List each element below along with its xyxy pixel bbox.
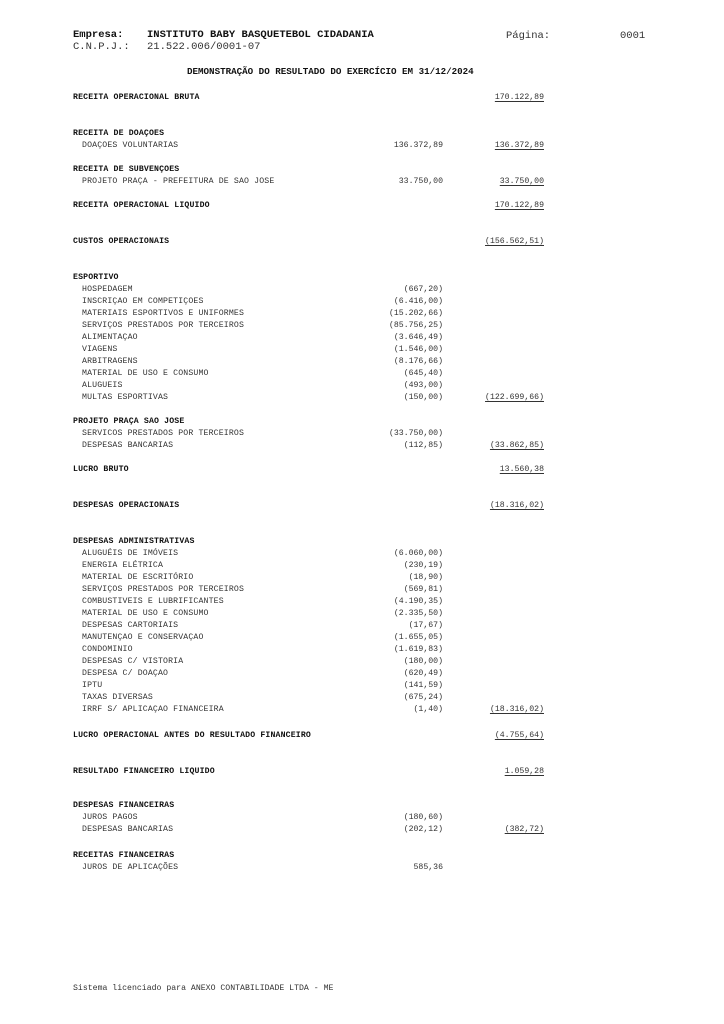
item-value: (141,59) [403, 681, 443, 690]
item-label: MATERIAIS ESPORTIVOS E UNIFORMES [82, 309, 245, 318]
line-item-row [0, 332, 724, 344]
item-value: (8.176,66) [393, 357, 443, 366]
item-value: (569,81) [403, 585, 443, 594]
item-value: (202,12) [403, 825, 443, 834]
total-value: 170.122,89 [494, 93, 544, 102]
item-label: MULTAS ESPORTIVAS [82, 393, 169, 402]
item-value: (85.756,25) [388, 321, 443, 330]
item-value: (620,49) [403, 669, 443, 678]
line-item-row [0, 704, 724, 716]
item-label: DESPESAS C/ VISTORIA [82, 657, 184, 666]
item-label: CONDOMINIO [82, 645, 133, 654]
item-label: DESPESA C/ DOAÇAO [82, 669, 169, 678]
item-value: (6.060,00) [393, 549, 443, 558]
item-value: (645,40) [403, 369, 443, 378]
line-item-row [0, 692, 724, 704]
line-item-row [0, 440, 724, 452]
total-value: (33.862,85) [489, 441, 544, 450]
line-item-row [0, 380, 724, 392]
line-item-row [0, 320, 724, 332]
line-item-row [0, 632, 724, 644]
item-value: 585,36 [413, 863, 443, 872]
section-row [0, 800, 724, 812]
section-label: DESPESAS ADMINISTRATIVAS [73, 537, 195, 546]
item-value: (230,19) [403, 561, 443, 570]
section-label: PROJETO PRAÇA SAO JOSE [73, 417, 185, 426]
line-item-row [0, 176, 724, 188]
total-value: (382,72) [504, 825, 544, 834]
section-row [0, 164, 724, 176]
section-row [0, 236, 724, 248]
total-value: (4.755,64) [494, 731, 544, 740]
section-label: RECEITAS FINANCEIRAS [73, 851, 175, 860]
item-label: ARBITRAGENS [82, 357, 138, 366]
total-value: 170.122,89 [494, 201, 544, 210]
total-value: 136.372,89 [494, 141, 544, 150]
section-label: RECEITA DE DOAÇOES [73, 129, 165, 138]
item-label: VIAGENS [82, 345, 118, 354]
section-label: LUCRO OPERACIONAL ANTES DO RESULTADO FINANCEIRO [73, 731, 311, 740]
page-number: 0001 [620, 30, 646, 42]
item-value: (2.335,50) [393, 609, 443, 618]
line-item-row [0, 824, 724, 836]
section-row [0, 500, 724, 512]
item-value: (17,67) [408, 621, 443, 630]
line-item-row [0, 140, 724, 152]
section-label: CUSTOS OPERACIONAIS [73, 237, 170, 246]
section-label: RECEITA DE SUBVENÇOES [73, 165, 180, 174]
item-value: 136.372,89 [393, 141, 443, 150]
line-item-row [0, 392, 724, 404]
item-value: (1.546,00) [393, 345, 443, 354]
empresa-name: INSTITUTO BABY BASQUETEBOL CIDADANIA [147, 29, 374, 41]
item-value: (18,90) [408, 573, 443, 582]
section-label: LUCRO BRUTO [73, 465, 129, 474]
section-row [0, 200, 724, 212]
item-value: (1,40) [413, 705, 443, 714]
item-value: (1.655,05) [393, 633, 443, 642]
section-label: DESPESAS FINANCEIRAS [73, 801, 175, 810]
item-value: (1.619,83) [393, 645, 443, 654]
item-value: (3.646,49) [393, 333, 443, 342]
item-label: MATERIAL DE USO E CONSUMO [82, 609, 209, 618]
item-label: ALUGUEIS [82, 381, 123, 390]
item-value: (6.416,00) [393, 297, 443, 306]
license-footer: Sistema licenciado para ANEXO CONTABILIDADE LTDA - ME [73, 984, 334, 993]
item-value: (150,00) [403, 393, 443, 402]
item-value: (112,85) [403, 441, 443, 450]
item-label: JUROS DE APLICAÇÕES [82, 863, 179, 872]
section-label: DESPESAS OPERACIONAIS [73, 501, 180, 510]
section-row [0, 536, 724, 548]
line-item-row [0, 560, 724, 572]
total-value: 1.059,28 [504, 767, 544, 776]
item-label: SERVIÇOS PRESTADOS POR TERCEIROS [82, 321, 245, 330]
line-item-row [0, 812, 724, 824]
line-item-row [0, 428, 724, 440]
total-value: (18.316,02) [489, 705, 544, 714]
item-label: MANUTENÇAO E CONSERVAÇAO [82, 633, 204, 642]
item-value: (15.202,66) [388, 309, 443, 318]
line-item-row [0, 644, 724, 656]
section-row [0, 272, 724, 284]
item-value: (33.750,00) [388, 429, 443, 438]
line-item-row [0, 572, 724, 584]
item-label: DESPESAS CARTORIAIS [82, 621, 179, 630]
item-value: (675,24) [403, 693, 443, 702]
item-label: PROJETO PRAÇA - PREFEITURA DE SAO JOSE [82, 177, 275, 186]
item-label: MATERIAL DE ESCRITÓRIO [82, 573, 194, 582]
item-label: JUROS PAGOS [82, 813, 138, 822]
line-item-row [0, 608, 724, 620]
item-label: DESPESAS BANCARIAS [82, 441, 174, 450]
section-row [0, 850, 724, 862]
item-label: INSCRIÇAO EM COMPETIÇOES [82, 297, 204, 306]
item-label: IRRF S/ APLICAÇAO FINANCEIRA [82, 705, 224, 714]
item-label: ALIMENTAÇAO [82, 333, 138, 342]
section-row [0, 766, 724, 778]
line-item-row [0, 668, 724, 680]
item-label: ALUGUÉIS DE IMÓVEIS [82, 549, 179, 558]
line-item-row [0, 548, 724, 560]
item-label: IPTU [82, 681, 103, 690]
line-item-row [0, 308, 724, 320]
line-item-row [0, 620, 724, 632]
line-item-row [0, 584, 724, 596]
line-item-row [0, 368, 724, 380]
item-label: HOSPEDAGEM [82, 285, 133, 294]
empresa-label: Empresa: [73, 29, 124, 41]
page-label: Página: [506, 30, 551, 42]
section-row [0, 128, 724, 140]
line-item-row [0, 356, 724, 368]
total-value: 33.750,00 [499, 177, 544, 186]
item-label: TAXAS DIVERSAS [82, 693, 153, 702]
item-value: (4.190,35) [393, 597, 443, 606]
item-value: (180,60) [403, 813, 443, 822]
section-label: RESULTADO FINANCEIRO LIQUIDO [73, 767, 215, 776]
item-label: ENERGIA ELÉTRICA [82, 561, 164, 570]
item-label: DESPESAS BANCARIAS [82, 825, 174, 834]
item-value: (180,00) [403, 657, 443, 666]
item-value: (667,20) [403, 285, 443, 294]
line-item-row [0, 284, 724, 296]
section-label: ESPORTIVO [73, 273, 119, 282]
section-label: RECEITA OPERACIONAL LIQUIDO [73, 201, 210, 210]
line-item-row [0, 596, 724, 608]
section-row [0, 730, 724, 742]
line-item-row [0, 656, 724, 668]
total-value: (122.699,66) [485, 393, 544, 402]
cnpj-value: 21.522.006/0001-07 [147, 41, 261, 53]
item-value: (493,00) [403, 381, 443, 390]
item-value: 33.750,00 [398, 177, 443, 186]
total-value: 13.560,38 [499, 465, 544, 474]
line-item-row [0, 296, 724, 308]
item-label: SERVIÇOS PRESTADOS POR TERCEIROS [82, 585, 245, 594]
total-value: (18.316,02) [489, 501, 544, 510]
item-label: SERVICOS PRESTADOS POR TERCEIROS [82, 429, 245, 438]
section-row [0, 416, 724, 428]
report-title: DEMONSTRAÇÃO DO RESULTADO DO EXERCÍCIO EM 31/12/2024 [187, 66, 474, 77]
section-row [0, 92, 724, 104]
section-row [0, 464, 724, 476]
cnpj-label: C.N.P.J.: [73, 41, 130, 53]
item-label: MATERIAL DE USO E CONSUMO [82, 369, 209, 378]
total-value: (156.562,51) [485, 237, 544, 246]
line-item-row [0, 862, 724, 874]
item-label: COMBUSTIVEIS E LUBRIFICANTES [82, 597, 224, 606]
line-item-row [0, 680, 724, 692]
line-item-row [0, 344, 724, 356]
section-label: RECEITA OPERACIONAL BRUTA [73, 93, 200, 102]
item-label: DOAÇOES VOLUNTARIAS [82, 141, 179, 150]
